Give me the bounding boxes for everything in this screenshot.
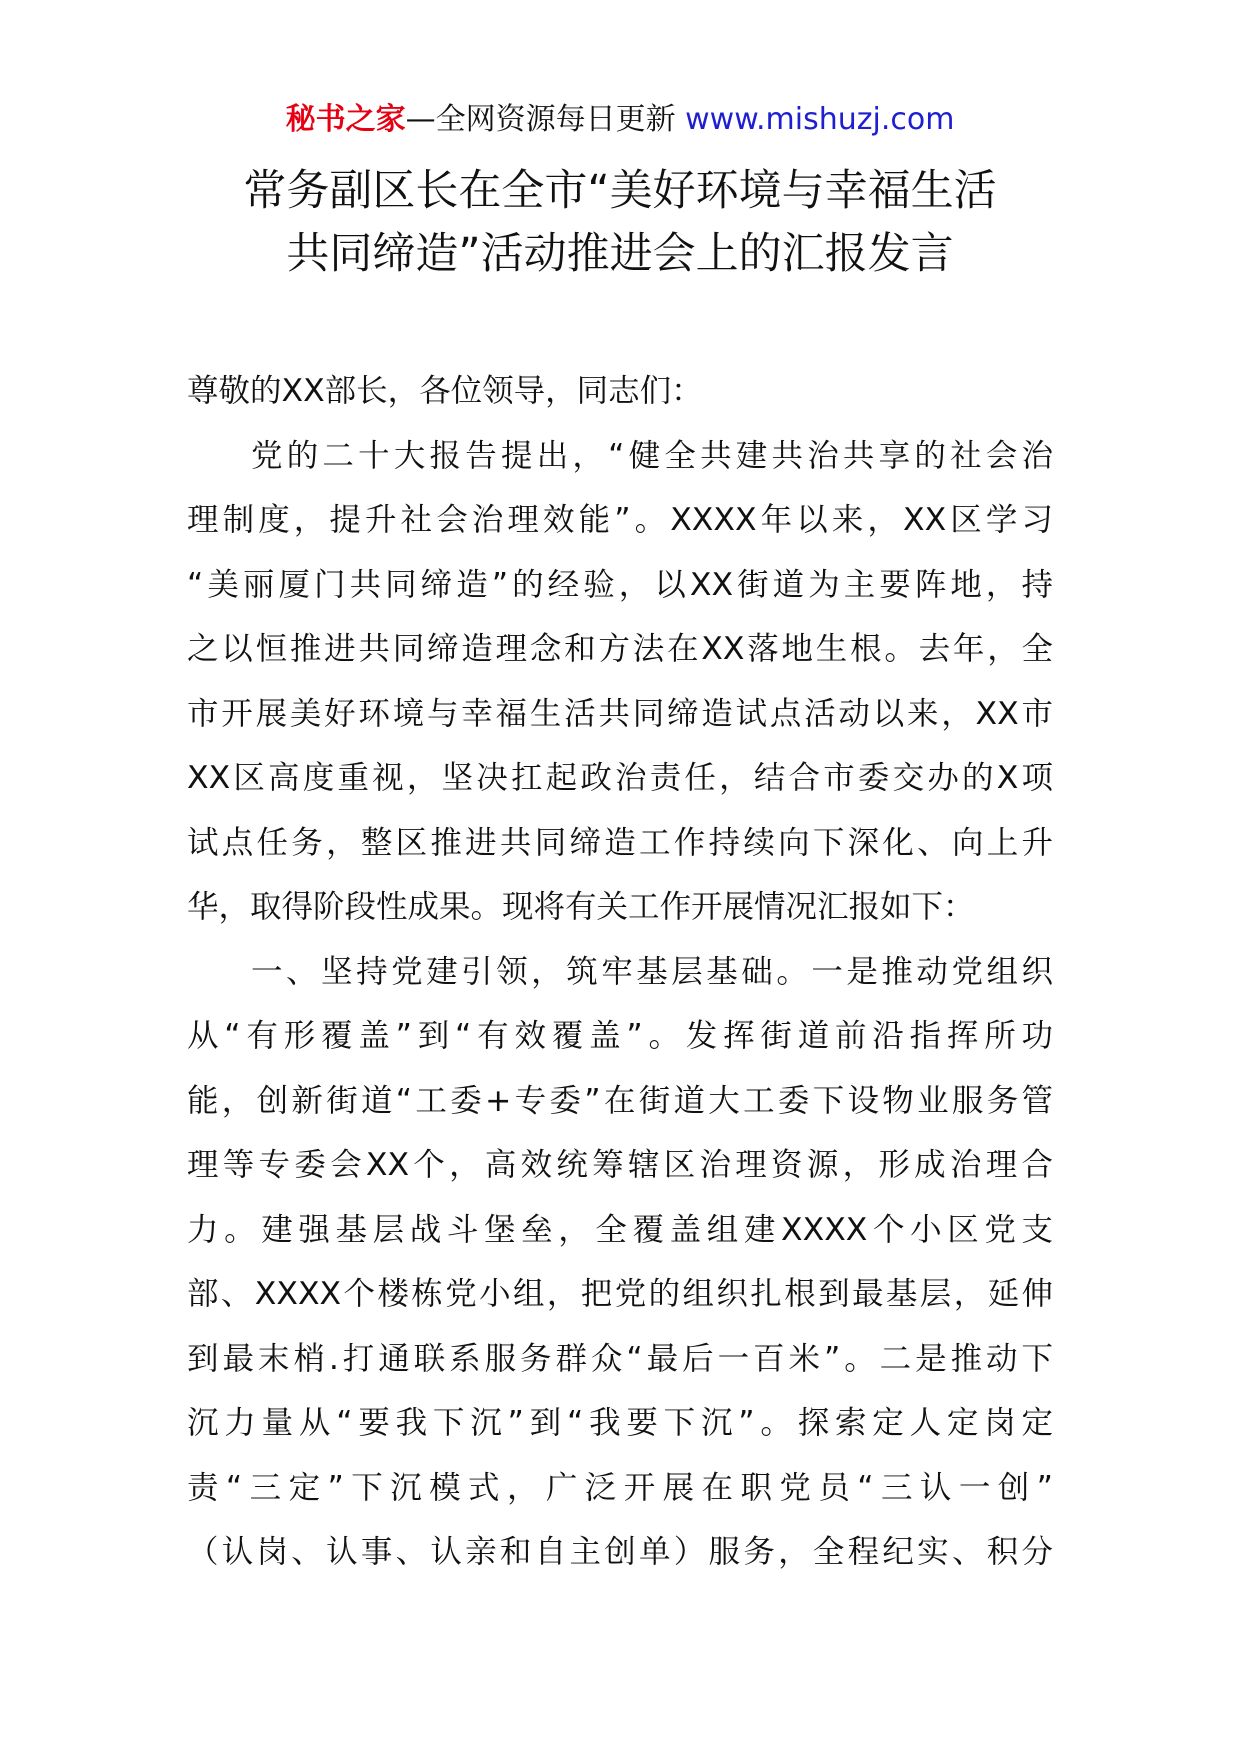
- header-tagline: —全网资源每日更新: [405, 102, 686, 137]
- paragraph-line: 理等专委会XX个，高效统筹辖区治理资源，形成治理合: [187, 1147, 1053, 1183]
- paragraph-line: （认岗、认事、认亲和自主创单）服务，全程纪实、积分: [187, 1534, 1053, 1570]
- paragraph-line: 部、XXXX个楼栋党小组，把党的组织扎根到最基层，延伸: [187, 1276, 1053, 1312]
- paragraph-line: “美丽厦门共同缔造”的经验，以XX街道为主要阵地，持: [187, 566, 1053, 603]
- salutation: 尊敬的XX部长，各位领导，同志们：: [187, 373, 703, 409]
- paragraph-line: 之以恒推进共同缔造理念和方法在XX落地生根。去年，全: [187, 631, 1053, 667]
- paragraph-section-one: [187, 940, 1053, 1585]
- site-url-link[interactable]: www.mishuzj.com: [685, 102, 955, 137]
- paragraph-line: 理制度，提升社会治理效能”。XXXX年以来，XX区学习: [187, 502, 1053, 538]
- brand-name: 秘书之家: [285, 102, 406, 137]
- paragraph-line: 力。建强基层战斗堡垒，全覆盖组建XXXX个小区党支: [187, 1211, 1053, 1248]
- paragraph-line: 一、坚持党建引领，筑牢基层基础。一是推动党组织: [251, 953, 1053, 990]
- document-title: [0, 160, 1240, 286]
- title-line-1: 常务副区长在全市“美好环境与幸福生活: [243, 166, 997, 216]
- site-header: [0, 100, 1240, 140]
- paragraph-line: 试点任务，整区推进共同缔造工作持续向下深化、向上升: [187, 824, 1053, 861]
- paragraph-line: 从“有形覆盖”到“有效覆盖”。发挥街道前沿指挥所功: [187, 1018, 1053, 1054]
- paragraph-line: 华，取得阶段性成果。现将有关工作开展情况汇报如下：: [187, 889, 975, 925]
- paragraph-line: 责“三定”下沉模式，广泛开展在职党员“三认一创”: [187, 1469, 1053, 1506]
- paragraph-line: XX区高度重视，坚决扛起政治责任，结合市委交办的X项: [187, 760, 1053, 796]
- paragraph-line: 党的二十大报告提出，“健全共建共治共享的社会治: [251, 437, 1053, 474]
- title-line-2: 共同缔造”活动推进会上的汇报发言: [286, 229, 954, 279]
- paragraph-line: 市开展美好环境与幸福生活共同缔造试点活动以来，XX市: [187, 695, 1053, 732]
- paragraph-line: 能，创新街道“工委+专委”在街道大工委下设物业服务管: [187, 1082, 1053, 1119]
- paragraph-line: 沉力量从“要我下沉”到“我要下沉”。探索定人定岗定: [187, 1405, 1053, 1441]
- document-body: [187, 359, 1053, 1585]
- paragraph-introduction: [187, 424, 1053, 940]
- paragraph-line: 到最末梢.打通联系服务群众“最后一百米”。二是推动下: [187, 1340, 1053, 1377]
